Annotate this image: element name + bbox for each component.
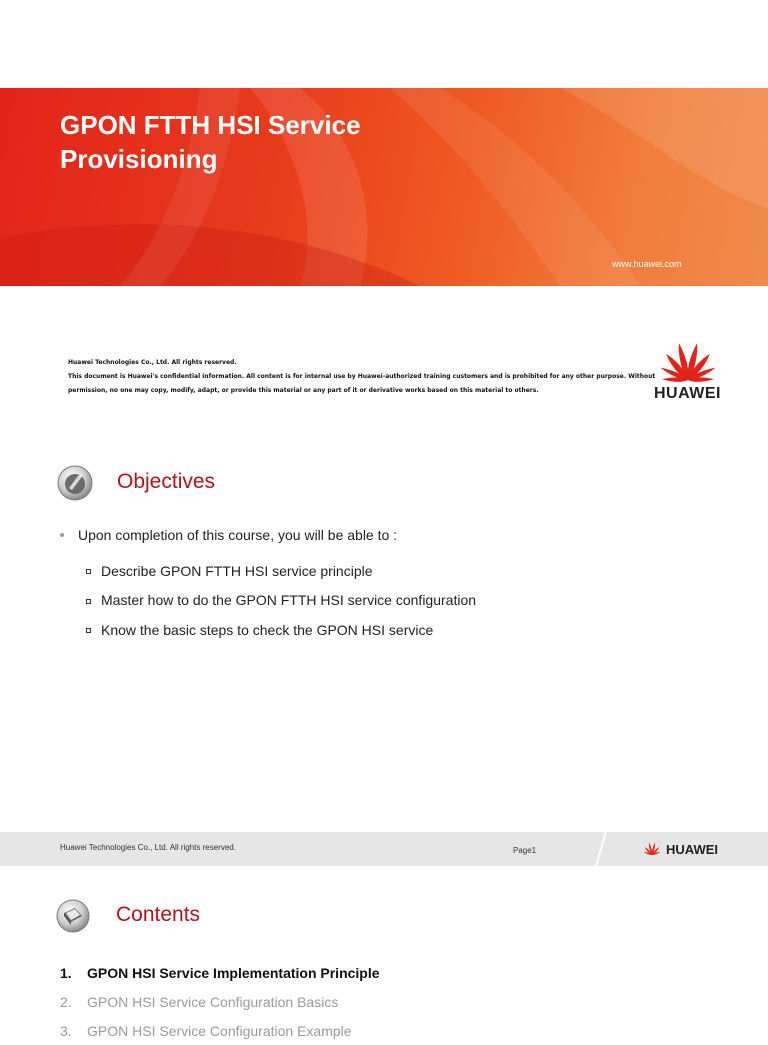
list-item-text: Describe GPON FTTH HSI service principle xyxy=(101,562,373,579)
contents-title: Contents xyxy=(116,903,201,926)
footer-logo-wordmark: HUAWEI xyxy=(666,841,718,857)
cover-title: GPON FTTH HSI Service Provisioning xyxy=(60,110,361,174)
toc-item-number: 2. xyxy=(60,993,72,1010)
toc-item[interactable] xyxy=(60,958,380,987)
footer-logo xyxy=(641,840,718,858)
confidential-line: Huawei Technologies Co., Ltd. All rights reserved. xyxy=(68,359,237,366)
toc-item-label: GPON HSI Service Configuration Example xyxy=(87,1022,352,1039)
objectives-intro xyxy=(60,527,397,543)
confidential-line: This document is Huawei's confidential information. All content is for internal use by Huawei-authorized training customers and is prohibited for any other purpose. Without xyxy=(68,373,656,380)
toc-item[interactable] xyxy=(60,1016,380,1045)
contents-icon xyxy=(55,898,91,934)
bullet-dot-icon xyxy=(60,533,64,537)
toc-item[interactable] xyxy=(60,987,380,1016)
objectives-icon xyxy=(56,464,94,502)
square-bullet-icon xyxy=(86,599,91,604)
list-item xyxy=(86,556,476,586)
objectives-title: Objectives xyxy=(117,470,216,493)
confidential-line: permission, no one may copy, modify, adapt, or provide this material or any part of it or derivative works based on this material to others. xyxy=(68,387,539,394)
footer-page-number: Page1 xyxy=(513,846,537,855)
toc-item-label: GPON HSI Service Configuration Basics xyxy=(87,993,339,1010)
objectives-list xyxy=(86,556,476,645)
slide-footer xyxy=(0,832,768,866)
cover-url[interactable]: www.huawei.com xyxy=(612,259,682,269)
list-item xyxy=(86,615,476,645)
title-banner xyxy=(0,88,768,286)
toc-item-number: 3. xyxy=(60,1022,72,1039)
toc-item-label: GPON HSI Service Implementation Principle xyxy=(87,964,380,981)
list-item-text: Know the basic steps to check the GPON HSI service xyxy=(101,621,434,638)
footer-copyright: Huawei Technologies Co., Ltd. All rights reserved. xyxy=(60,843,236,852)
list-item xyxy=(86,586,476,616)
objectives-intro-text: Upon completion of this course, you will be able to : xyxy=(78,527,398,543)
square-bullet-icon xyxy=(86,569,91,574)
square-bullet-icon xyxy=(86,628,91,633)
huawei-logo-wordmark: HUAWEI xyxy=(654,385,721,402)
footer-divider-slash xyxy=(588,832,618,866)
contents-list xyxy=(60,958,380,1045)
list-item-text: Master how to do the GPON FTTH HSI service configuration xyxy=(101,592,477,609)
toc-item-number: 1. xyxy=(60,964,72,981)
huawei-flower-small-icon xyxy=(641,840,663,858)
confidential-notice xyxy=(68,356,658,398)
